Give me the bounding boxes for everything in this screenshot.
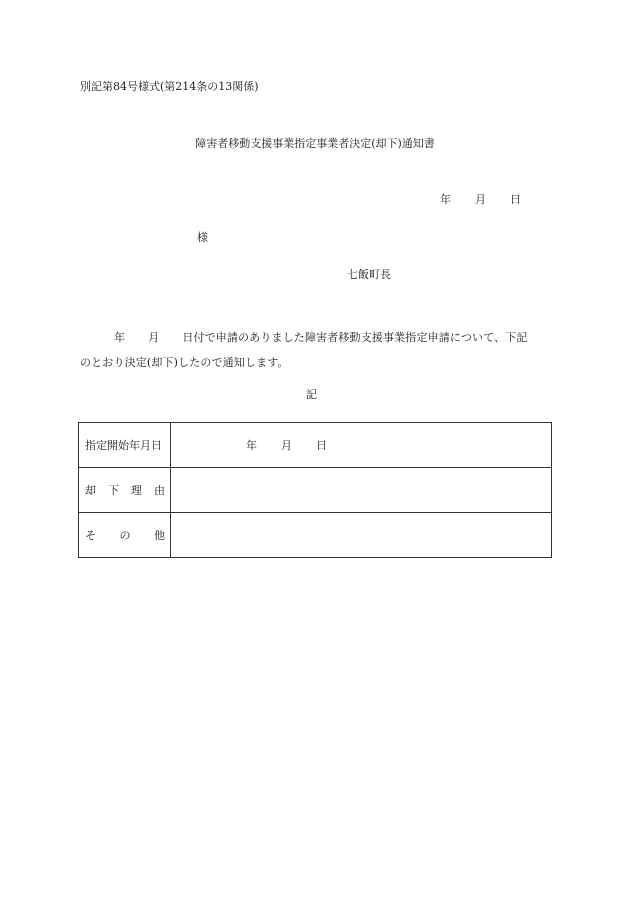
form-number: 別記第84号様式(第214条の13関係): [80, 80, 259, 93]
label-char: 由: [154, 484, 165, 497]
notice-body-line-1-rest: 日付で申請のありました障害者移動支援事業指定申請について、下記: [182, 331, 528, 344]
addressee-suffix: 様: [197, 231, 208, 244]
notice-body-year: 年: [114, 331, 126, 344]
issuer-name: 七飯町長: [347, 268, 391, 281]
notice-body: [80, 325, 555, 375]
issue-date-line: [440, 193, 521, 207]
label-other: [79, 513, 171, 558]
label-char: 却: [85, 484, 96, 497]
value-start-date: [171, 423, 552, 468]
value-other: [171, 513, 552, 558]
start-date-year: 年: [246, 439, 257, 452]
table-row: [79, 468, 552, 513]
label-char: の: [119, 529, 131, 542]
document-title-text: 障害者移動支援事業指定事業者決定(却下)通知書: [195, 137, 435, 150]
notice-body-month: 月: [148, 331, 160, 344]
label-start-date: [79, 423, 171, 468]
notice-body-line-1: [80, 325, 555, 350]
start-date-fields: [171, 437, 551, 453]
details-table: [78, 422, 552, 558]
issue-date-year: 年: [440, 193, 451, 206]
value-rejection-reason: [171, 468, 552, 513]
notice-body-line-2: のとおり決定(却下)したので通知します。: [80, 356, 289, 369]
label-char: 他: [154, 529, 165, 542]
issue-date-day: 日: [510, 193, 521, 206]
label-start-date-text: 指定開始年月日: [85, 439, 162, 452]
label-other-text: [85, 527, 165, 543]
issue-date-month: 月: [475, 193, 486, 206]
start-date-month: 月: [281, 439, 292, 452]
label-rejection-reason-text: [85, 482, 165, 498]
table-row: [79, 513, 552, 558]
document-title: [0, 137, 630, 151]
ki-heading: 記: [306, 388, 317, 401]
label-char: 下: [108, 484, 119, 497]
label-char: 理: [131, 484, 142, 497]
label-rejection-reason: [79, 468, 171, 513]
table-row: [79, 423, 552, 468]
start-date-day: 日: [316, 439, 327, 452]
label-char: そ: [85, 529, 96, 542]
